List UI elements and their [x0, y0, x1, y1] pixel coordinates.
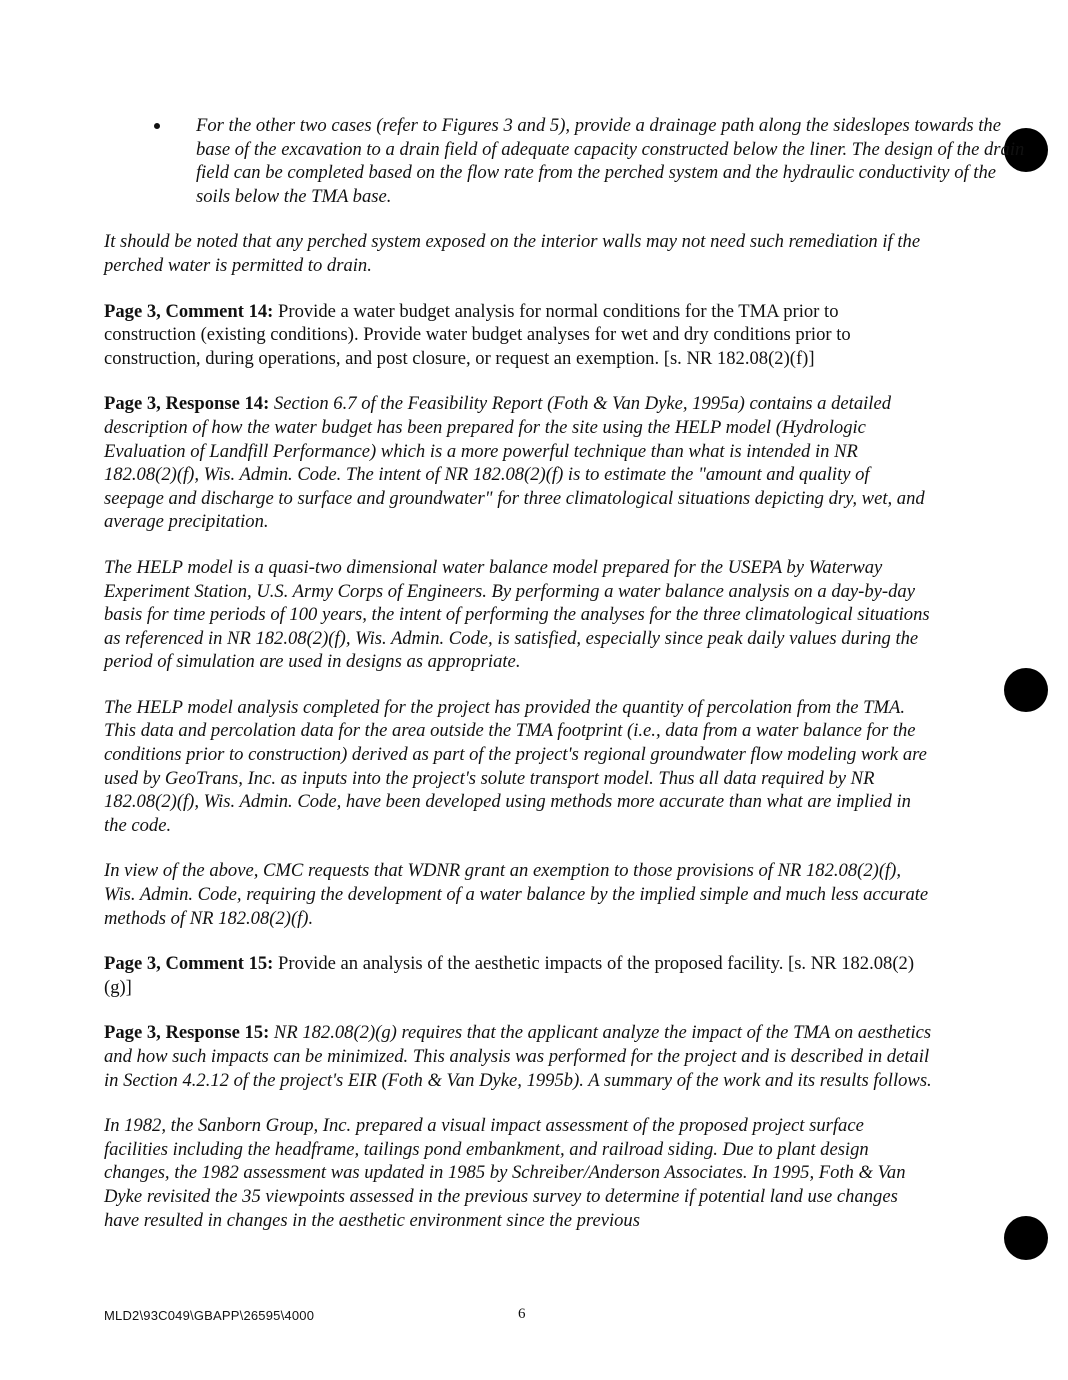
- footer-file-path: MLD2\93C049\GBAPP\26595\4000: [104, 1308, 315, 1323]
- response-14-text: Section 6.7 of the Feasibility Report (Foth & Van Dyke, 1995a) contains a detailed description of how the water budget has been prepared for the site using the HELP model (Hydrologic Evaluation of Landfill Performance) which is a more powerful technique than what is intended in NR 182.08(2)(f), Wis. Admin. Code. The intent of NR 182.08(2)(f) is to estimate the "amount and quality of seepage and discharge to surface and groundwater" for three climatological situations depicting dry, wet, and average precipitation.: [104, 393, 925, 533]
- response-14-para-2: The HELP model is a quasi-two dimensional water balance model prepared for the USEPA by Waterway Experiment Station, U.S. Army Corps of Engineers. By performing a water balance analysis on a day-by-day basis for time periods of 100 years, the intent of performing the analyses for the three climatological situations as referenced in NR 182.08(2)(f), Wis. Admin. Code, is satisfied, especially since peak daily values during the period of simulation are used in designs as appropriate.: [104, 556, 930, 673]
- comment-14-label: Page 3, Comment 14:: [104, 300, 274, 322]
- bullet-item: [0, 114, 1032, 208]
- response-14: [104, 392, 932, 534]
- bullet-text: For the other two cases (refer to Figures 3 and 5), provide a drainage path along the sideslopes towards the base of the excavation to a drain field of adequate capacity constructed below the liner. The design of the drain field can be completed based on the flow rate from the perched system and the hydraulic conductivity of the soils below the TMA base.: [196, 115, 1025, 207]
- response-14-para-4: In view of the above, CMC requests that WDNR grant an exemption to those provisions of NR 182.08(2)(f), Wis. Admin. Code, requiring the development of a water balance by the implied simple and much less accurate methods of NR 182.08(2)(f).: [104, 860, 929, 929]
- comment-15-text: Provide an analysis of the aesthetic impacts of the proposed facility. [s. NR 182.08(2)(g)]: [104, 953, 915, 998]
- response-15-para-2: In 1982, the Sanborn Group, Inc. prepared a visual impact assessment of the proposed project surface facilities including the headframe, tailings pond embankment, and railroad siding. Due to plant design changes, the 1982 assessment was updated in 1985 by Schreiber/Anderson Associates. In 1995, Foth & Van Dyke revisited the 35 viewpoints assessed in the previous survey to determine if potential land use changes have resulted in changes in the aesthetic environment since the previous: [104, 1115, 906, 1231]
- response-15-label: Page 3, Response 15:: [104, 1022, 270, 1044]
- comment-15-label: Page 3, Comment 15:: [104, 953, 274, 975]
- document-body: [104, 114, 1025, 1254]
- footer-page-number: 6: [518, 1306, 526, 1322]
- comment-14-text: Provide a water budget analysis for normal conditions for the TMA prior to construction (existing conditions). Provide water budget analyses for wet and dry conditions prior to construction, during operations, and post closure, or request an exemption. [s. NR 182.08(2)(f)]: [104, 300, 851, 369]
- comment-14: [104, 300, 932, 371]
- punch-hole-bottom: [1004, 1216, 1048, 1260]
- note-paragraph: It should be noted that any perched system exposed on the interior walls may not need such remediation if the perched water is permitted to drain.: [104, 231, 921, 276]
- response-14-label: Page 3, Response 14:: [104, 393, 270, 415]
- comment-15: [104, 952, 932, 999]
- response-14-para-3: The HELP model analysis completed for the project has provided the quantity of percolation from the TMA. This data and percolation data for the area outside the TMA footprint (i.e., data from a water balance for the conditions prior to construction) derived as part of the project's regional groundwater flow modeling work are used by GeoTrans, Inc. as inputs into the project's solute transport model. Thus all data required by NR 182.08(2)(f), Wis. Admin. Code, have been developed using methods more accurate than what are implied in the code.: [104, 696, 927, 836]
- response-15: [104, 1021, 932, 1092]
- punch-hole-middle: [1004, 668, 1048, 712]
- response-15-text: NR 182.08(2)(g) requires that the applicant analyze the impact of the TMA on aesthetics and how such impacts can be minimized. This analysis was performed for the project and is described in detail in Section 4.2.12 of the project's EIR (Foth & Van Dyke, 1995b). A summary of the work and its results follows.: [104, 1022, 932, 1091]
- bullet-icon: [154, 123, 160, 129]
